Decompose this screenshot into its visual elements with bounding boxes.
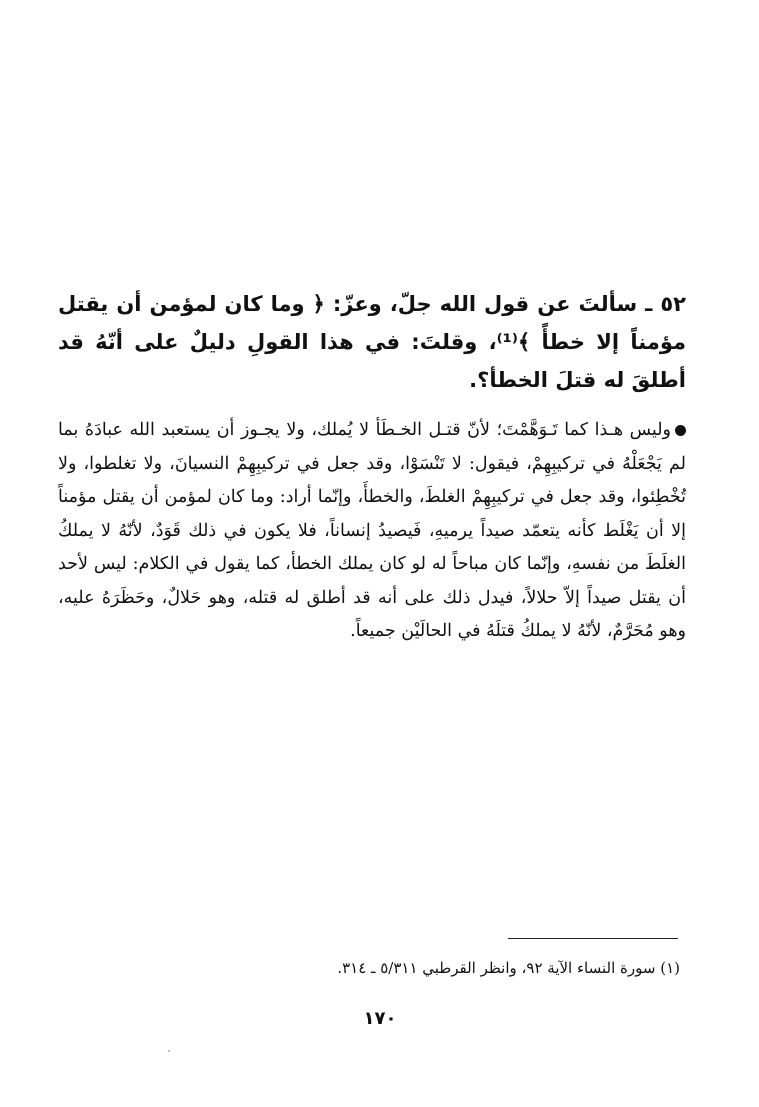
question-text: ٥٢ ـ سألتَ عن قول الله جلّ، وعزّ: ﴿ وما كان لمؤمن أن يقتل مؤمناً إلا خطأً ﴾⁽¹⁾، وقلتَ: في هذا القولِ دليلٌ على أنّهُ قد أطلقَ له قتلَ الخطأ؟. bbox=[58, 292, 686, 392]
bullet-icon bbox=[675, 425, 686, 436]
answer-text: وليس هـذا كما تَـوَهَّمْتَ؛ لأنّ قتـل الخـطَأ لا يُملك، ولا يجـوز أن يستعبد الله عبادَهُ بما لم يَجْعَلْهُ في تركيبِهِمْ، فيقول: لا تَنْسَوْا، وقد جعل في تركيبِهِمْ النسيانَ، ولا تغلطوا، ولا تُخْطِئوا، وقد جعل في تركيبِهِمْ الغلطَ، والخطأَ، وإنّما أراد: وما كان لمؤمن أن يقتل مؤمناً إلا أن يَغْلَط كأنه يتعمّد صيداً يرميهِ، فَيصيدُ إنساناً، فلا يكون في ذلك قَوَدٌ، لأنّهُ لا يملكُ الغلَطَ من نفسهِ، وإنّما كان مباحاً له لو كان يملك الخطأ، كما يقول في الكلام: ليس لأحد أن يقتل صيداً إلاّ حلالاً، فيدل ذلك على أنه قد أطلق له قتله، وهو حَلالٌ، وحَظَرَهُ عليه، وهو مُحَرَّمٌ، لأنّهُ لا يملكُ قتلَهُ في الحالَيْن جميعاً. bbox=[58, 420, 686, 641]
answer-body bbox=[58, 414, 686, 649]
question-paragraph bbox=[58, 285, 686, 399]
scan-speck bbox=[168, 1050, 170, 1052]
footnote: (١) سورة النساء الآية ٩٢، وانظر القرطبي ٥/٣١١ ـ ٣١٤. bbox=[337, 959, 680, 977]
page-number: ١٧٠ bbox=[363, 1008, 397, 1029]
answer-paragraph bbox=[58, 414, 686, 649]
footnote-divider bbox=[508, 938, 678, 939]
